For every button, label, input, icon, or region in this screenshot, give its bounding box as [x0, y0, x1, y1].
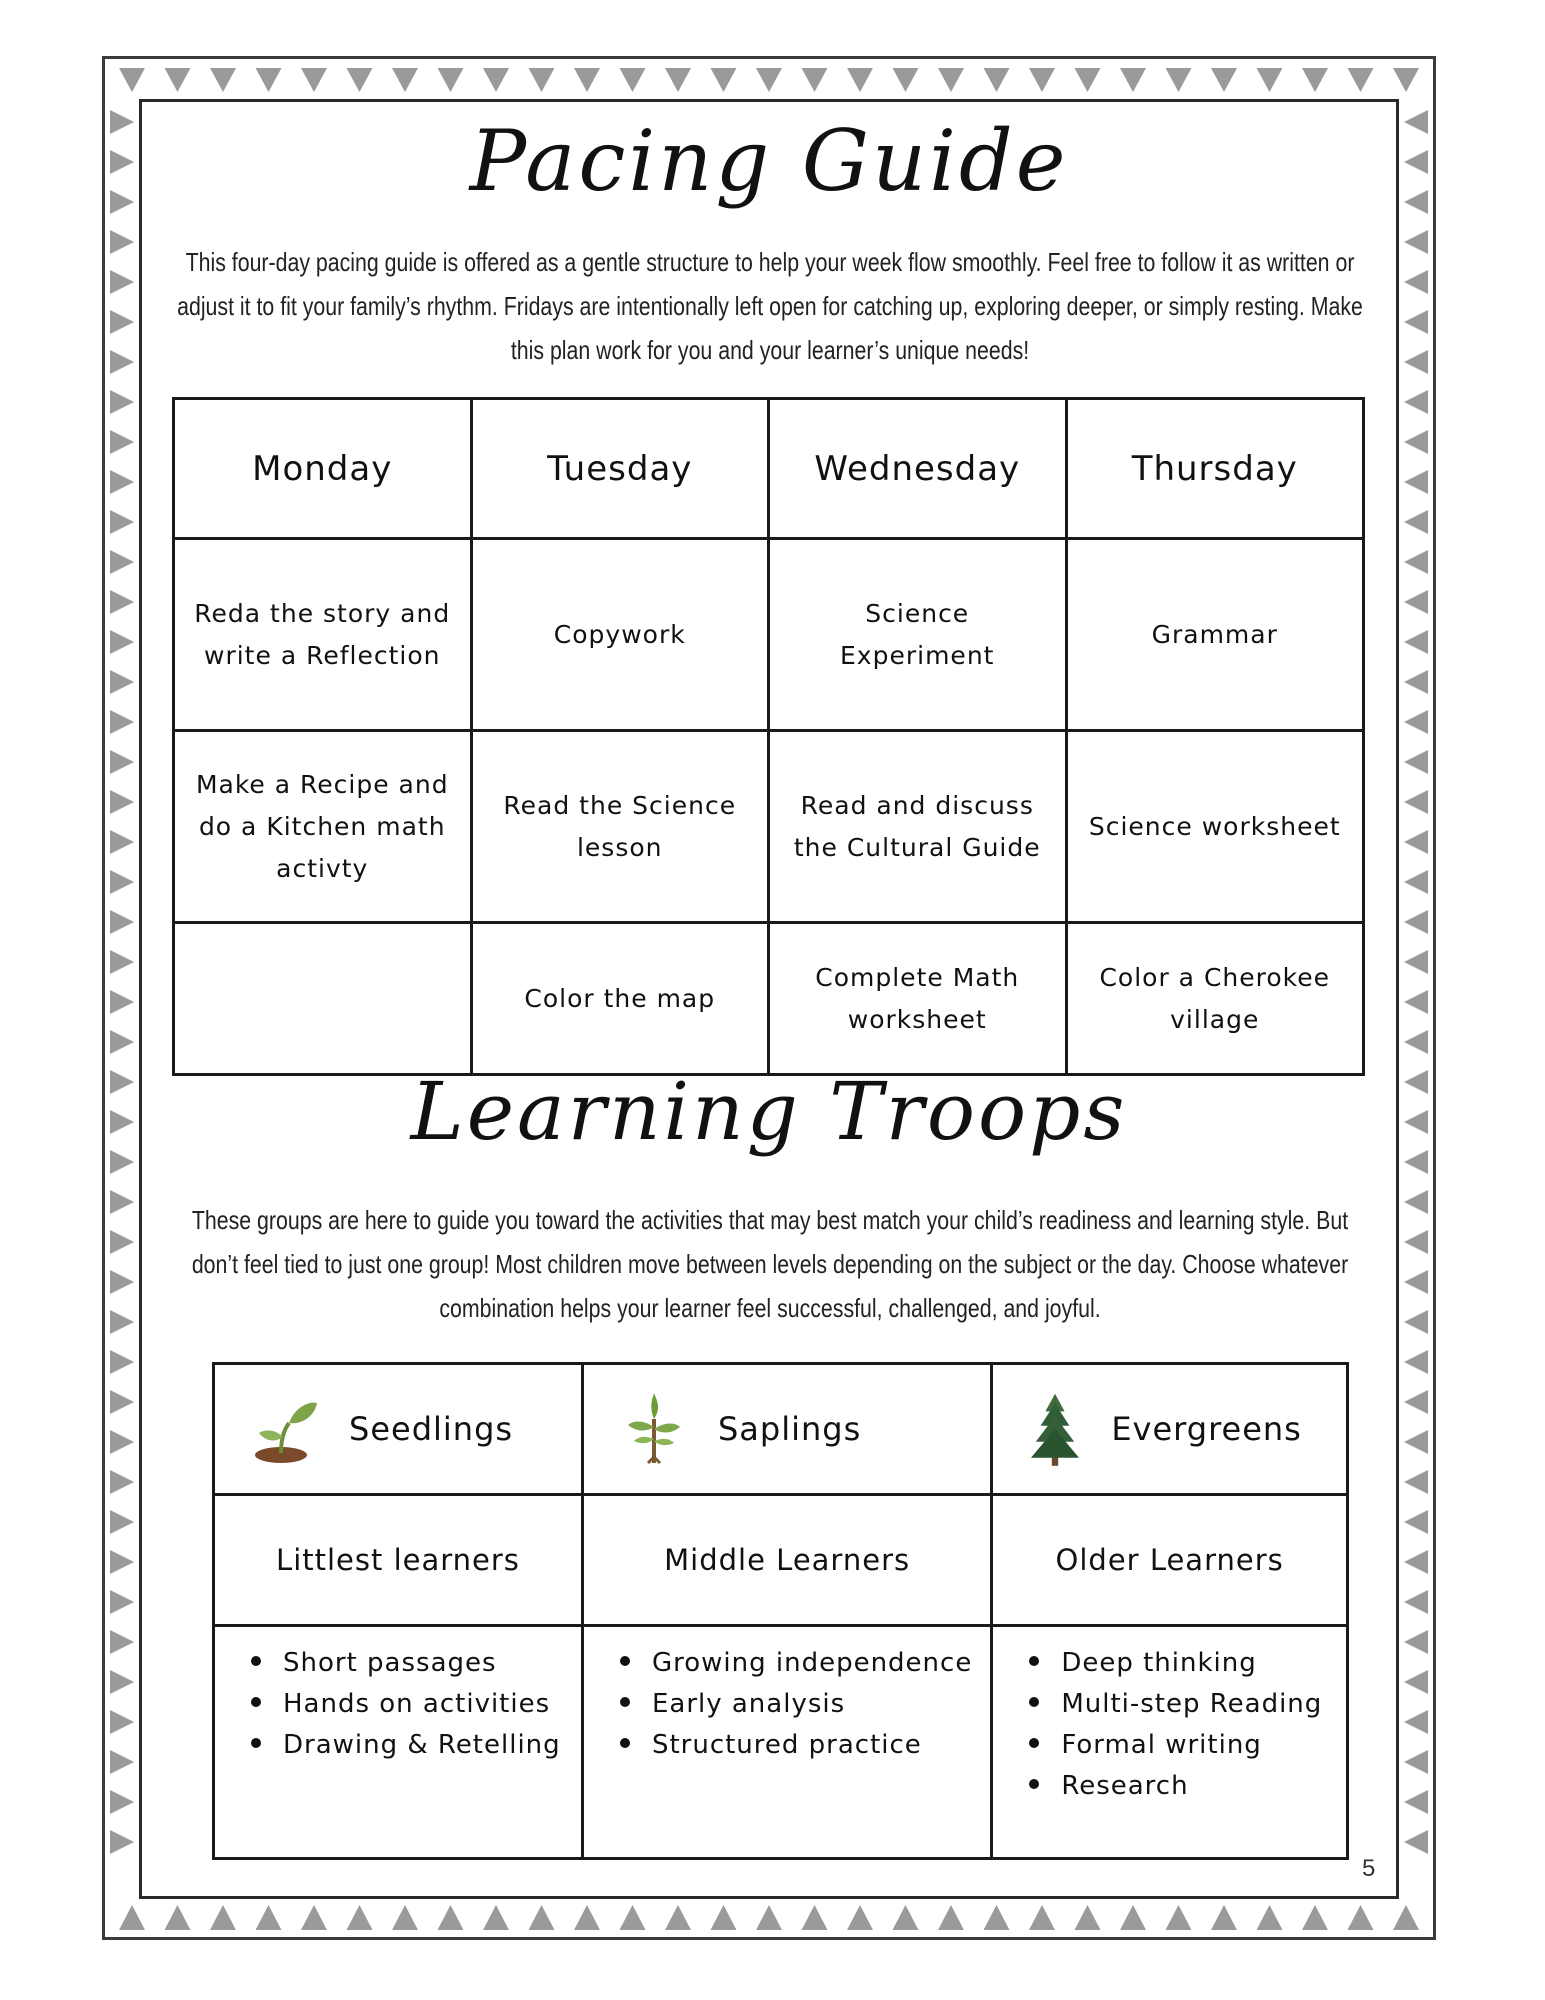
troops-level-row	[214, 1495, 1348, 1626]
day-header-wednesday: Wednesday	[769, 399, 1067, 539]
group-traits	[992, 1626, 1348, 1859]
pacing-cell: Make a Recipe and do a Kitchen math activty	[174, 731, 472, 923]
pacing-cell: Color a Cherokee village	[1066, 923, 1364, 1075]
group-header-seedlings	[214, 1364, 583, 1495]
pacing-cell: Reda the story and write a Reflection	[174, 539, 472, 731]
pacing-guide-table	[172, 397, 1365, 1076]
list-item: Deep thinking	[1015, 1643, 1328, 1684]
troops-traits-row	[214, 1626, 1348, 1859]
troops-header-row	[214, 1364, 1348, 1495]
group-level: Middle Learners	[582, 1495, 991, 1626]
list-item: Multi-step Reading	[1015, 1684, 1328, 1725]
group-name: Saplings	[717, 1410, 862, 1448]
pacing-cell: Read and discuss the Cultural Guide	[769, 731, 1067, 923]
evergreen-tree-icon	[1023, 1381, 1087, 1477]
pacing-guide-intro: This four-day pacing guide is offered as a gentle structure to help your week flow smoothly. Feel free to follow it as written or adjust it to fit your family’s rhythm. Fridays are intentionally left open for catching up, exploring deeper, or simply resting. Make this plan work for you and your learner’s unique needs!	[177, 247, 1363, 365]
list-item: Growing independence	[606, 1643, 972, 1684]
pacing-row	[174, 731, 1364, 923]
pacing-header-row	[174, 399, 1364, 539]
pacing-guide-title: Pacing Guide	[469, 112, 1069, 210]
list-item: Drawing & Retelling	[237, 1725, 563, 1766]
list-item: Short passages	[237, 1643, 563, 1684]
list-item: Structured practice	[606, 1725, 972, 1766]
group-level: Littlest learners	[214, 1495, 583, 1626]
group-name: Seedlings	[349, 1410, 514, 1448]
pacing-cell: Science Experiment	[769, 539, 1067, 731]
learning-troops-table	[212, 1362, 1349, 1860]
group-traits	[582, 1626, 991, 1859]
traits-list	[237, 1643, 563, 1766]
pacing-cell: Grammar	[1066, 539, 1364, 731]
page-number: 5	[1362, 1855, 1376, 1882]
group-header-saplings	[582, 1364, 991, 1495]
group-header-evergreens	[992, 1364, 1348, 1495]
group-name: Evergreens	[1111, 1410, 1302, 1448]
list-item: Research	[1015, 1766, 1328, 1807]
pacing-cell: Complete Math worksheet	[769, 923, 1067, 1075]
pacing-row	[174, 539, 1364, 731]
day-header-tuesday: Tuesday	[471, 399, 769, 539]
group-traits	[214, 1626, 583, 1859]
learning-troops-intro: These groups are here to guide you toward the activities that may best match your child’s readiness and learning style. But don’t feel tied to just one group! Most children move between levels depending on the subject or the day. Choose whatever combination helps your learner feel successful, challenged, and joyful.	[191, 1205, 1349, 1323]
list-item: Early analysis	[606, 1684, 972, 1725]
list-item: Hands on activities	[237, 1684, 563, 1725]
sapling-icon	[614, 1389, 694, 1469]
pacing-row	[174, 923, 1364, 1075]
group-level: Older Learners	[992, 1495, 1348, 1626]
traits-list	[1015, 1643, 1328, 1807]
day-header-thursday: Thursday	[1066, 399, 1364, 539]
pacing-cell: Read the Science lesson	[471, 731, 769, 923]
pacing-cell-empty	[174, 923, 472, 1075]
traits-list	[606, 1643, 972, 1766]
seedling-icon	[245, 1389, 325, 1469]
learning-troops-title: Learning Troops	[410, 1065, 1128, 1158]
pacing-cell: Science worksheet	[1066, 731, 1364, 923]
list-item: Formal writing	[1015, 1725, 1328, 1766]
day-header-monday: Monday	[174, 399, 472, 539]
pacing-cell: Color the map	[471, 923, 769, 1075]
pacing-cell: Copywork	[471, 539, 769, 731]
